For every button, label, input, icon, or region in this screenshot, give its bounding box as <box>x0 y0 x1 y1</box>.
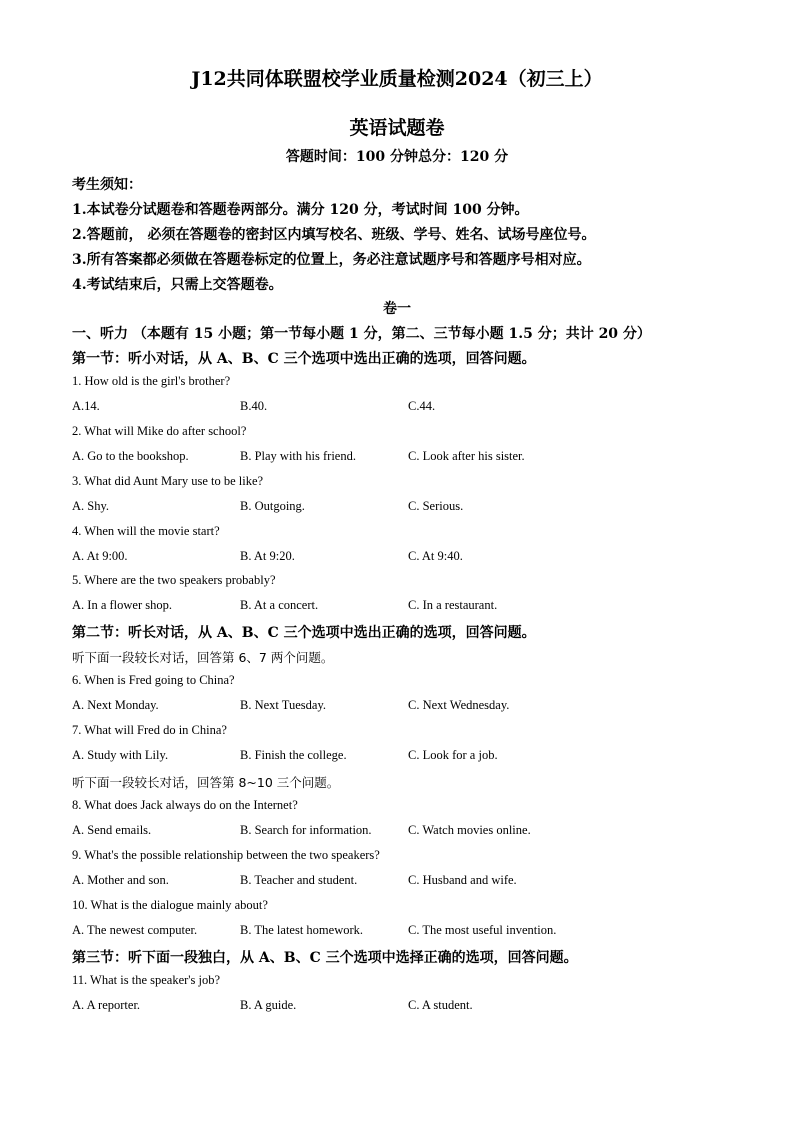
q2-option-c: C. Look after his sister. <box>408 449 525 463</box>
q11-option-b: B. A guide. <box>240 998 297 1012</box>
q8-option-a: A. Send emails. <box>72 823 152 837</box>
q7-option-a: A. Study with Lily. <box>72 748 169 762</box>
q6-option-b: B. Next Tuesday. <box>240 698 327 712</box>
section-listening-heading: 一、听力 （本题有 15 小题；第一节每小题 1 分，第二、三节每小题 1.5 分；共计 20 分） <box>72 326 651 342</box>
q5-option-b: B. At a concert. <box>240 598 319 612</box>
q7-option-b: B. Finish the college. <box>240 748 347 762</box>
question-8: 8. What does Jack always do on the Internet? <box>72 798 298 812</box>
time-info: 答题时间：100 分钟总分：120 分 <box>285 149 509 165</box>
question-9: 9. What's the possible relationship between the two speakers? <box>72 848 380 862</box>
part2-intro-1: 听下面一段较长对话，回答第 6、7 两个问题。 <box>72 650 334 665</box>
notice-item-1: 1.本试卷分试题卷和答题卷两部分。满分 120 分，考试时间 100 分钟。 <box>72 202 529 218</box>
q5-option-c: C. In a restaurant. <box>408 598 498 612</box>
part2-intro-2: 听下面一段较长对话，回答第 8~10 三个问题。 <box>72 775 340 790</box>
q1-option-c: C.44. <box>408 399 436 413</box>
question-5: 5. Where are the two speakers probably? <box>72 573 276 587</box>
question-6: 6. When is Fred going to China? <box>72 673 235 687</box>
q4-option-b: B. At 9:20. <box>240 549 295 563</box>
q8-option-b: B. Search for information. <box>240 823 372 837</box>
notice-item-3: 3.所有答案都必须做在答题卷标定的位置上，务必注意试题序号和答题序号相对应。 <box>72 252 591 268</box>
q6-option-a: A. Next Monday. <box>72 698 159 712</box>
q9-option-b: B. Teacher and student. <box>240 873 358 887</box>
q1-option-a: A.14. <box>72 399 100 413</box>
q4-option-c: C. At 9:40. <box>408 549 463 563</box>
q2-option-a: A. Go to the bookshop. <box>72 449 189 463</box>
exam-title: J12共同体联盟校学业质量检测2024（初三上） <box>191 68 603 90</box>
notice-heading: 考生须知： <box>72 177 142 193</box>
q3-option-b: B. Outgoing. <box>240 499 305 513</box>
question-4: 4. When will the movie start? <box>72 524 220 538</box>
q6-option-c: C. Next Wednesday. <box>408 698 510 712</box>
q1-option-b: B.40. <box>240 399 268 413</box>
q11-option-a: A. A reporter. <box>72 998 141 1012</box>
q4-option-a: A. At 9:00. <box>72 549 128 563</box>
q3-option-a: A. Shy. <box>72 499 110 513</box>
exam-subtitle: 英语试题卷 <box>349 117 445 139</box>
notice-item-2: 2.答题前， 必须在答题卷的密封区内填写校名、班级、学号、姓名、试场号座位号。 <box>72 227 596 243</box>
q9-option-a: A. Mother and son. <box>72 873 169 887</box>
q10-option-b: B. The latest homework. <box>240 923 364 937</box>
question-10: 10. What is the dialogue mainly about? <box>72 898 268 912</box>
q10-option-c: C. The most useful invention. <box>408 923 557 937</box>
part1-heading: 第一节：听小对话，从 A、B、C 三个选项中选出正确的选项，回答问题。 <box>72 351 536 367</box>
q10-option-a: A. The newest computer. <box>72 923 198 937</box>
question-11: 11. What is the speaker's job? <box>72 973 221 987</box>
part3-heading: 第三节：听下面一段独白，从 A、B、C 三个选项中选择正确的选项，回答问题。 <box>72 950 578 966</box>
question-7: 7. What will Fred do in China? <box>72 723 227 737</box>
question-3: 3. What did Aunt Mary use to be like? <box>72 474 264 488</box>
part2-heading: 第二节：听长对话，从 A、B、C 三个选项中选出正确的选项，回答问题。 <box>72 625 536 641</box>
notice-item-4: 4.考试结束后，只需上交答题卷。 <box>72 277 283 293</box>
q8-option-c: C. Watch movies online. <box>408 823 531 837</box>
question-2: 2. What will Mike do after school? <box>72 424 247 438</box>
question-1: 1. How old is the girl's brother? <box>72 374 231 388</box>
q9-option-c: C. Husband and wife. <box>408 873 517 887</box>
q5-option-a: A. In a flower shop. <box>72 598 172 612</box>
q7-option-c: C. Look for a job. <box>408 748 498 762</box>
q11-option-c: C. A student. <box>408 998 473 1012</box>
q2-option-b: B. Play with his friend. <box>240 449 356 463</box>
q3-option-c: C. Serious. <box>408 499 464 513</box>
volume-label: 卷一 <box>383 301 411 317</box>
